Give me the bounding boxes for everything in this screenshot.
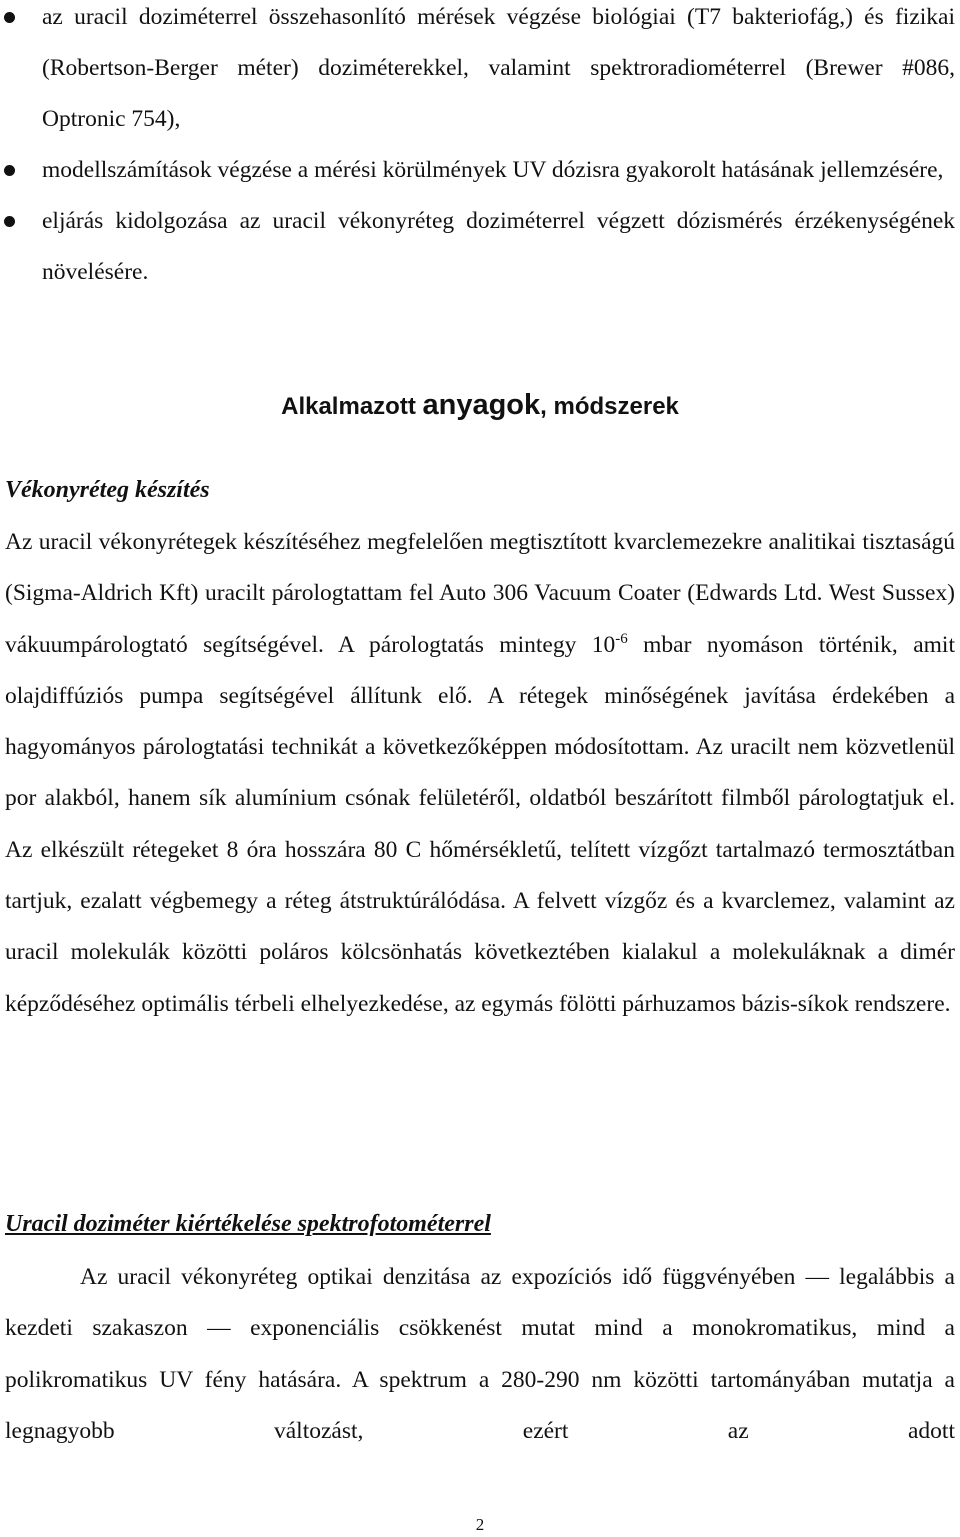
bullet-icon: [4, 216, 15, 227]
bullet-icon: [4, 165, 15, 176]
section-heading-emphasis: anyagok: [422, 389, 541, 421]
paragraph-text: mbar nyomáson történik, amit olajdiffúziós pumpa segítségével állítunk elő. A rétegek minőségének javítása érdekében a hagyományos párologtatási technikát a következőképpen módosítottam. Az uracilt nem közvetlenül por alakból, hanem sík alumínium csónak felületéről, oldatból beszárított filmből párologtatjuk el. Az elkészült rétegeket 8 óra hosszára 80 C hőmérsékletű, telített vízgőzt tartalmazó termosztátban tartjuk, ezalatt végbemegy a réteg átstruktúrálódása. A felvett vízgőz és a kvarclemez, valamint az uracil molekulák közötti poláros kölcsönhatás következtében kialakul a molekuláknak a dimér képződéséhez optimális térbeli elhelyezkedése, az egymás fölötti párhuzamos bázis-síkok rendszere.: [5, 631, 955, 1017]
list-item: [0, 145, 960, 196]
list-item: [0, 196, 960, 298]
bullet-icon: [4, 12, 15, 23]
list-item-text: eljárás kidolgozása az uracil vékonyréteg doziméterrel végzett dózismérés érzékenységének növelésére.: [42, 208, 955, 285]
section-heading: [0, 380, 960, 432]
paragraph-text: Az uracil vékonyrétegek készítéséhez megfelelően megtisztított kvarclemezekre analitikai tisztaságú (Sigma-Aldrich Kft) uracilt párologtattam fel Auto 306 Vacuum Coater (Edwards Ltd. West Sussex) vákuumpárologtató segítségével. A párologtatás mintegy 10: [5, 529, 955, 658]
subheading-thin-layer: Vékonyréteg készítés: [5, 477, 210, 503]
exponent: -6: [615, 630, 628, 647]
paragraph-evaluation: Az uracil vékonyréteg optikai denzitása az expozíciós idő függvényében — legalábbis a kezdeti szakaszon — exponenciális csökkenést mutat mind a monokromatikus, mind a polikromatikus UV fény hatására. A spektrum a 280-290 nm közötti tartományában mutatja a legnagyobb változást, ezért az adott: [5, 1264, 955, 1444]
list-item-text: az uracil doziméterrel összehasonlító mérések végzése biológiai (T7 bakteriofág,) és fizikai (Robertson-Berger méter) doziméterekkel, valamint spektroradiométerrel (Brewer #086, Optronic 754),: [42, 4, 955, 132]
subheading-evaluation: Uracil doziméter kiértékelése spektrofotométerrel: [5, 1211, 491, 1237]
paragraph-thin-layer: [5, 517, 955, 1030]
objective-list: [0, 0, 960, 298]
section-heading-part: Alkalmazott: [281, 393, 423, 420]
list-item: [0, 0, 960, 145]
page-number: 2: [475, 1515, 485, 1534]
list-item-text: modellszámítások végzése a mérési körülmények UV dózisra gyakorolt hatásának jellemzésére,: [42, 157, 944, 183]
section-heading-part: , módszerek: [540, 393, 679, 420]
